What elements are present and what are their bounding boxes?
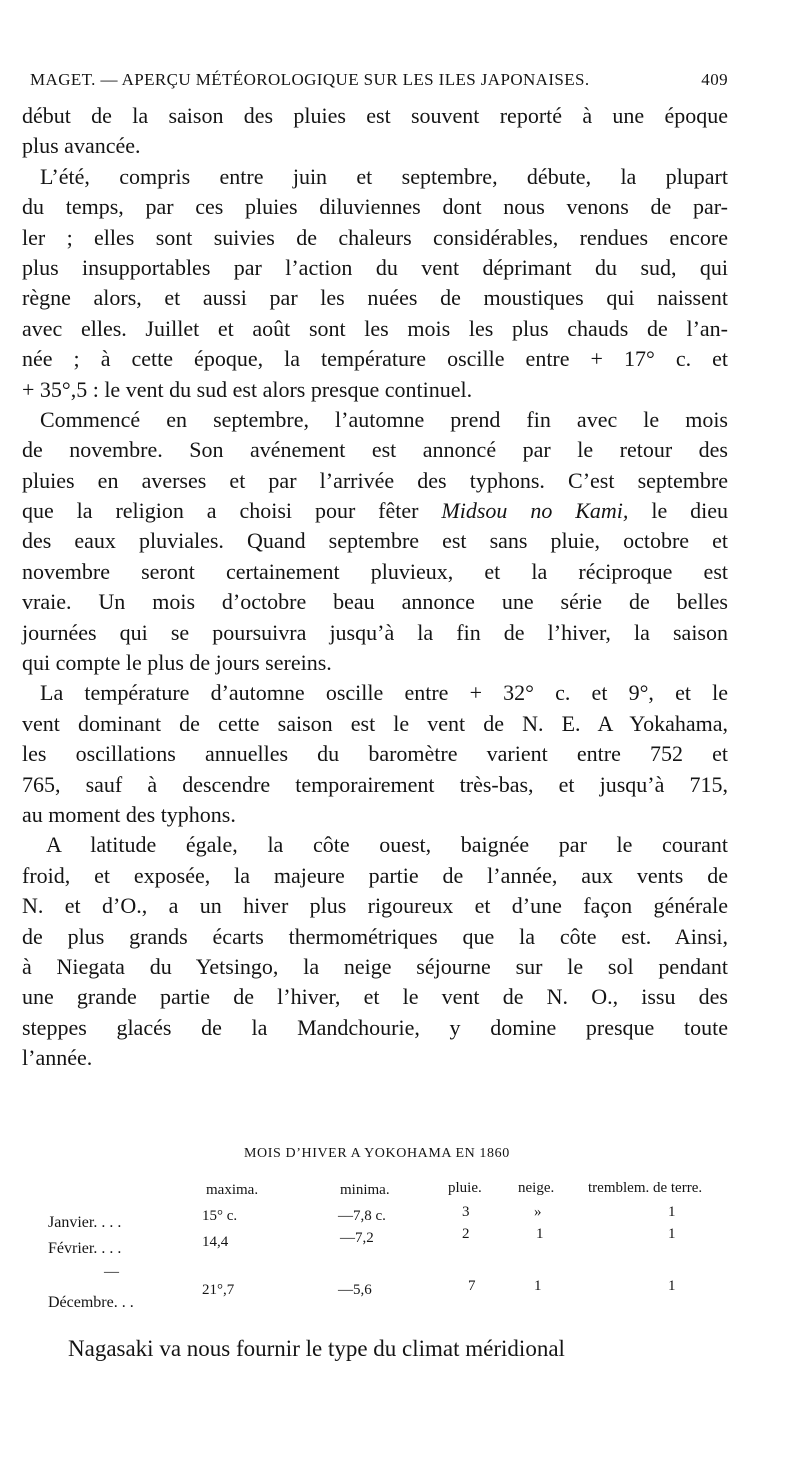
body-line-text: que la religion a choisi pour fêter xyxy=(22,498,419,524)
body-line-text: La température d’automne oscille entre + 32° c. et 9°, et le xyxy=(40,680,728,706)
body-line-text: vraie. Un mois d’octobre beau annonce une série de belles xyxy=(22,589,728,615)
body-line xyxy=(22,922,728,952)
body-line xyxy=(22,101,728,131)
cell-decembre-pluie: 7 xyxy=(468,1278,476,1294)
cell-fevrier-tremblem: 1 xyxy=(668,1226,676,1242)
body-line-text: plus insupportables par l’action du vent déprimant du sud, qui xyxy=(22,254,728,280)
body-line-text: froid, et exposée, la majeure partie de l’année, aux vents de xyxy=(22,862,728,888)
body-line xyxy=(22,162,728,192)
body-line-text: début de la saison des pluies est souvent reporté à une époque xyxy=(22,103,728,128)
body-line xyxy=(22,131,728,161)
body-line-text: journées qui se poursuivra jusqu’à la fin de l’hiver, la saison xyxy=(22,619,728,645)
body-line-text: de novembre. Son avénement est annoncé par le retour des xyxy=(22,437,728,463)
body-line xyxy=(22,314,728,344)
body-line-text: 765, sauf à descendre temporairement très-bas, et jusqu’à 715, xyxy=(22,771,728,797)
header-tremblem: tremblem. de terre. xyxy=(588,1180,703,1196)
cell-janvier-minima: —7,8 c. xyxy=(338,1208,386,1224)
body-line-text: des eaux pluviales. Quand septembre est sans pluie, octobre et xyxy=(22,528,728,554)
header-maxima: maxima. xyxy=(206,1182,259,1198)
running-header xyxy=(30,70,728,96)
row-label-decembre: Décembre. . . xyxy=(48,1294,134,1311)
cell-decembre-minima: —5,6 xyxy=(338,1282,372,1298)
cell-decembre-tremblem: 1 xyxy=(668,1278,676,1294)
running-title: MAGET. — APERÇU MÉTÉOROLOGIQUE SUR LES ILES JAPONAISES. xyxy=(30,70,590,89)
closing-line: Nagasaki va nous fournir le type du climat méridional xyxy=(68,1336,565,1361)
page-number: 409 xyxy=(701,70,728,89)
header-pluie: pluie. xyxy=(448,1180,482,1196)
row-label-fevrier: Février. . . . xyxy=(48,1240,122,1257)
body-line-text-after: le dieu xyxy=(651,498,728,524)
row-separator: — xyxy=(104,1264,119,1280)
cell-fevrier-pluie: 2 xyxy=(462,1226,470,1242)
cell-decembre-maxima: 21°,7 xyxy=(202,1282,235,1298)
cell-janvier-maxima: 15° c. xyxy=(202,1208,238,1224)
body-line-text: N. et d’O., a un hiver plus rigoureux et d’une façon générale xyxy=(22,893,728,919)
body-line-text: avec elles. Juillet et août sont les mois les plus chauds de l’an- xyxy=(22,315,728,341)
header-minima: minima. xyxy=(340,1182,390,1198)
body-line xyxy=(22,466,728,496)
table-title: MOIS D’HIVER A YOKOHAMA EN 1860 xyxy=(244,1146,510,1161)
body-line xyxy=(22,223,728,253)
body-line-text: pluies en averses et par l’arrivée des typhons. C’est septembre xyxy=(22,467,728,493)
body-line xyxy=(22,678,728,708)
cell-decembre-neige: 1 xyxy=(534,1278,542,1294)
body-line xyxy=(22,192,728,222)
body-line xyxy=(22,739,728,769)
body-line xyxy=(22,770,728,800)
body-line xyxy=(22,435,728,465)
body-text xyxy=(22,101,728,1074)
body-line xyxy=(22,557,728,587)
body-line-text: de plus grands écarts thermométriques que la côte est. Ainsi, xyxy=(22,923,728,949)
body-line xyxy=(22,496,728,526)
header-neige: neige. xyxy=(518,1180,555,1196)
body-line-text: A latitude égale, la côte ouest, baignée par le courant xyxy=(46,832,728,858)
body-line xyxy=(22,526,728,556)
cell-fevrier-maxima: 14,4 xyxy=(202,1234,229,1250)
body-line xyxy=(22,375,728,405)
body-line-text: novembre seront certainement pluvieux, et la réciproque est xyxy=(22,558,728,584)
body-line-text: une grande partie de l’hiver, et le vent de N. O., issu des xyxy=(22,984,728,1010)
body-line xyxy=(22,253,728,283)
cell-janvier-tremblem: 1 xyxy=(668,1204,676,1220)
body-line xyxy=(22,830,728,860)
body-line xyxy=(22,405,728,435)
body-line-text: steppes glacés de la Mandchourie, y domine presque toute xyxy=(22,1014,728,1040)
row-label-janvier: Janvier. . . . xyxy=(48,1214,122,1231)
body-line xyxy=(22,1043,728,1073)
body-line xyxy=(22,587,728,617)
body-line-text: vent dominant de cette saison est le vent de N. E. A Yokahama, xyxy=(22,710,728,736)
body-line-text: du temps, par ces pluies diluviennes dont nous venons de par- xyxy=(22,194,728,220)
body-line-text: Commencé en septembre, l’automne prend fin avec le mois xyxy=(40,406,728,432)
body-line xyxy=(22,861,728,891)
cell-fevrier-minima: —7,2 xyxy=(340,1230,374,1246)
cell-janvier-pluie: 3 xyxy=(462,1204,470,1220)
body-line-text: l’année. xyxy=(22,1045,93,1071)
body-line-text: les oscillations annuelles du baromètre varient entre 752 et xyxy=(22,741,728,767)
body-line-text: qui compte le plus de jours sereins. xyxy=(22,650,332,676)
body-line-text: L’été, compris entre juin et septembre, débute, la plupart xyxy=(40,163,728,189)
body-line xyxy=(22,344,728,374)
body-line-text: règne alors, et aussi par les nuées de moustiques qui naissent xyxy=(22,285,728,311)
cell-janvier-neige: » xyxy=(534,1204,542,1220)
body-line-text: au moment des typhons. xyxy=(22,801,236,827)
body-line xyxy=(22,891,728,921)
body-line-italic: Midsou no Kami, xyxy=(441,498,629,524)
body-line-text: à Niegata du Yetsingo, la neige séjourne sur le sol pendant xyxy=(22,953,728,979)
body-line-text: + 35°,5 : le vent du sud est alors presque continuel. xyxy=(22,376,473,402)
cell-fevrier-neige: 1 xyxy=(536,1226,544,1242)
body-line xyxy=(22,648,728,678)
body-line-text: née ; à cette époque, la température oscille entre + 17° c. et xyxy=(22,346,728,372)
body-line xyxy=(22,952,728,982)
body-line xyxy=(22,618,728,648)
body-line xyxy=(22,709,728,739)
body-line-text: plus avancée. xyxy=(22,133,141,159)
body-line-text: ler ; elles sont suivies de chaleurs considérables, rendues encore xyxy=(22,224,728,250)
body-line xyxy=(22,800,728,830)
body-line xyxy=(22,1013,728,1043)
body-line xyxy=(22,982,728,1012)
body-line xyxy=(22,283,728,313)
